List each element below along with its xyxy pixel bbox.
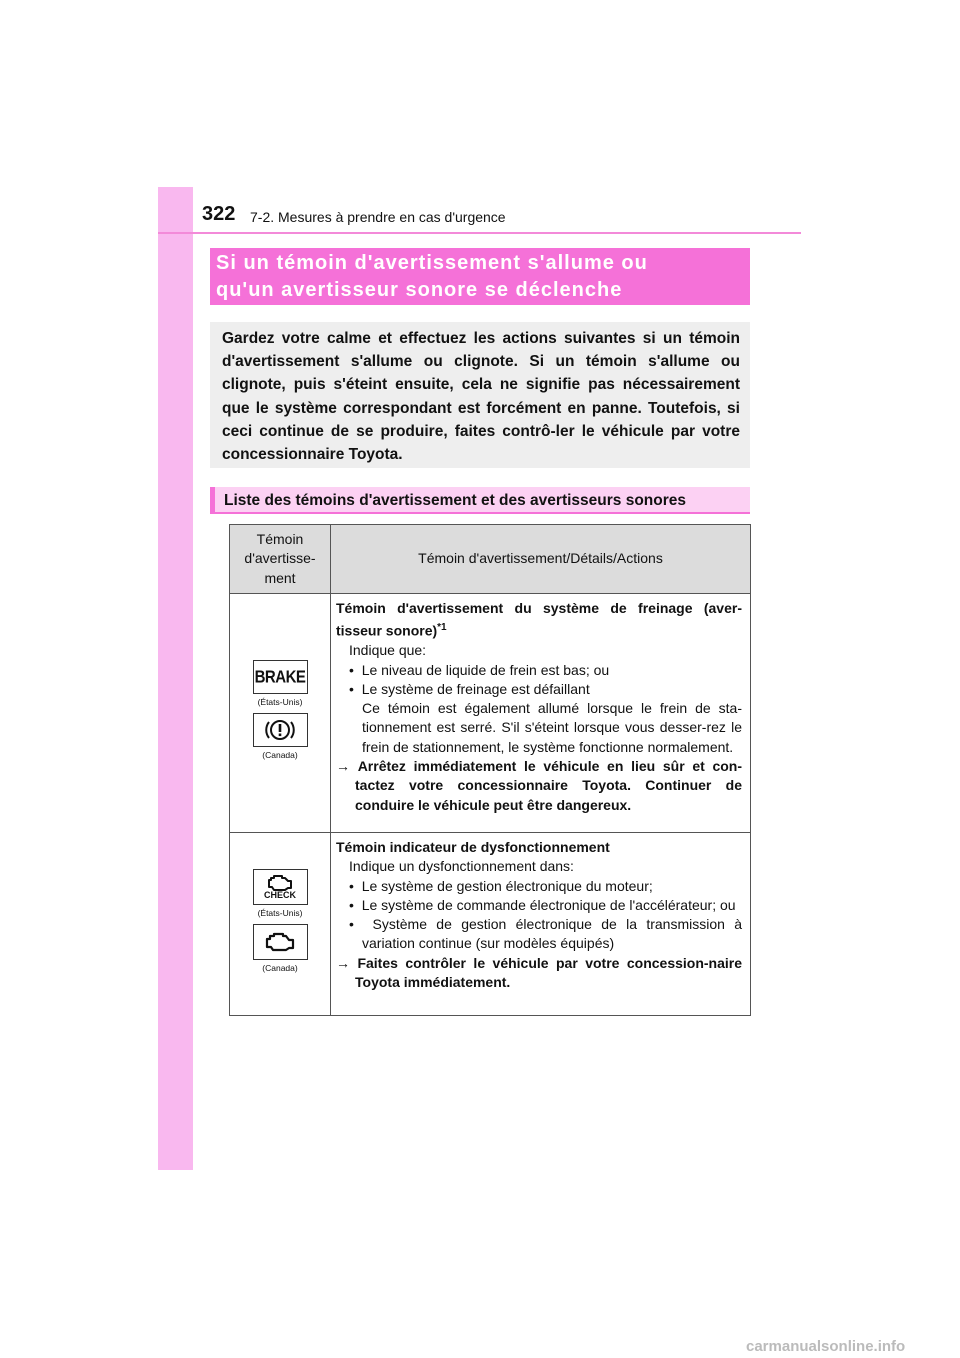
subsection-heading-underline	[215, 512, 750, 514]
section-title-line1: Si un témoin d'avertissement s'allume ou	[216, 252, 648, 274]
check-icon-text: CHECK	[263, 889, 296, 900]
table-header-light-text: Témoin d'avertisse-ment	[244, 530, 316, 586]
warning-light-details	[331, 833, 751, 1016]
warning-action	[336, 757, 742, 815]
arrow-icon: →	[336, 954, 350, 971]
icon-caption: (Canada)	[262, 963, 298, 973]
list-item-text: Le niveau de liquide de frein est bas; ou	[361, 661, 610, 678]
table-header-details: Témoin d'avertissement/Détails/Actions	[331, 525, 751, 594]
page-number: 322	[202, 203, 236, 225]
warning-action	[336, 954, 742, 993]
warning-intro: Indique un dysfonctionnement dans:	[349, 858, 574, 875]
footnote-marker: *1	[437, 622, 447, 634]
list-item: • Le système de commande électronique de l'accélérateur; ou	[349, 896, 736, 913]
subsection-heading-text: Liste des témoins d'avertissement et des avertisseurs sonores	[224, 492, 686, 509]
section-title-line2: qu'un avertisseur sonore se déclenche	[216, 279, 623, 301]
section-title	[210, 248, 750, 305]
warning-title	[336, 599, 742, 641]
list-item-text: Le système de commande électronique de l'accélérateur; ou	[361, 896, 736, 913]
watermark: carmanualsonline.info	[746, 1338, 906, 1355]
header-rule	[193, 232, 801, 234]
exclamation-circle-icon	[253, 713, 308, 747]
warning-title-text: Témoin d'avertissement du système de freinage (aver-tisseur sonore)	[336, 600, 742, 639]
brake-icon	[253, 660, 308, 694]
warning-light-cell	[230, 594, 331, 833]
list-item: • Le niveau de liquide de frein est bas; ou	[349, 661, 610, 678]
warning-title: Témoin indicateur de dysfonctionnement	[336, 839, 610, 855]
table-row	[230, 833, 751, 1016]
intro-paragraph: Gardez votre calme et effectuez les actions suivantes si un témoin d'avertissement s'allume ou clignote. Si un témoin s'allume ou clignote, puis s'éteint ensuite, cela ne signifie pas nécessairement que le système correspondant est forcément en panne. Toutefois, si ceci continue de se produire, faites contrô-ler le véhicule par votre concessionnaire Toyota.	[210, 322, 750, 468]
check-engine-icon	[253, 869, 308, 905]
brake-icon-text: BRAKE	[254, 667, 306, 687]
warning-lights-table	[229, 524, 751, 1016]
side-tab-strip	[158, 187, 193, 1170]
table-row	[230, 594, 751, 833]
warning-light-cell	[230, 833, 331, 1016]
subsection-heading	[210, 487, 750, 514]
warning-light-details	[331, 594, 751, 833]
icon-caption: (États-Unis)	[257, 908, 303, 918]
list-item: • Système de gestion électronique de la transmission à variation continue (sur modèles équipés)	[349, 916, 742, 952]
header-rule-left	[158, 232, 193, 234]
warning-continuation: Ce témoin est également allumé lorsque le frein de sta-tionnement est serré. S'il s'éteint lorsque vous desser-rez le frein de stationnement, le système fonctionne normalement.	[362, 700, 742, 755]
list-item-text: Le système de gestion électronique du moteur;	[361, 877, 653, 894]
list-item-text: Système de gestion électronique de la transmission à variation continue (sur modèles équipés)	[362, 916, 742, 952]
icon-caption: (Canada)	[262, 750, 298, 760]
engine-icon	[253, 924, 308, 960]
warning-action-text: Faites contrôler le véhicule par votre concession-naire Toyota immédiatement.	[355, 954, 743, 991]
table-header-light	[230, 525, 331, 594]
warning-action-text: Arrêtez immédiatement le véhicule en lieu sûr et con-tactez votre concessionnaire Toyota. Continuer de conduire le véhicule peut être dangereux.	[355, 758, 743, 813]
table-header-row	[230, 525, 751, 594]
chapter-heading: 7-2. Mesures à prendre en cas d'urgence	[250, 209, 506, 225]
arrow-icon: →	[336, 758, 350, 775]
list-item-text: Le système de freinage est défaillant	[361, 680, 590, 697]
warning-intro: Indique que:	[349, 642, 427, 659]
icon-caption: (États-Unis)	[257, 697, 303, 707]
list-item: • Le système de gestion électronique du moteur;	[349, 877, 653, 894]
list-item: • Le système de freinage est défaillant	[349, 680, 590, 697]
